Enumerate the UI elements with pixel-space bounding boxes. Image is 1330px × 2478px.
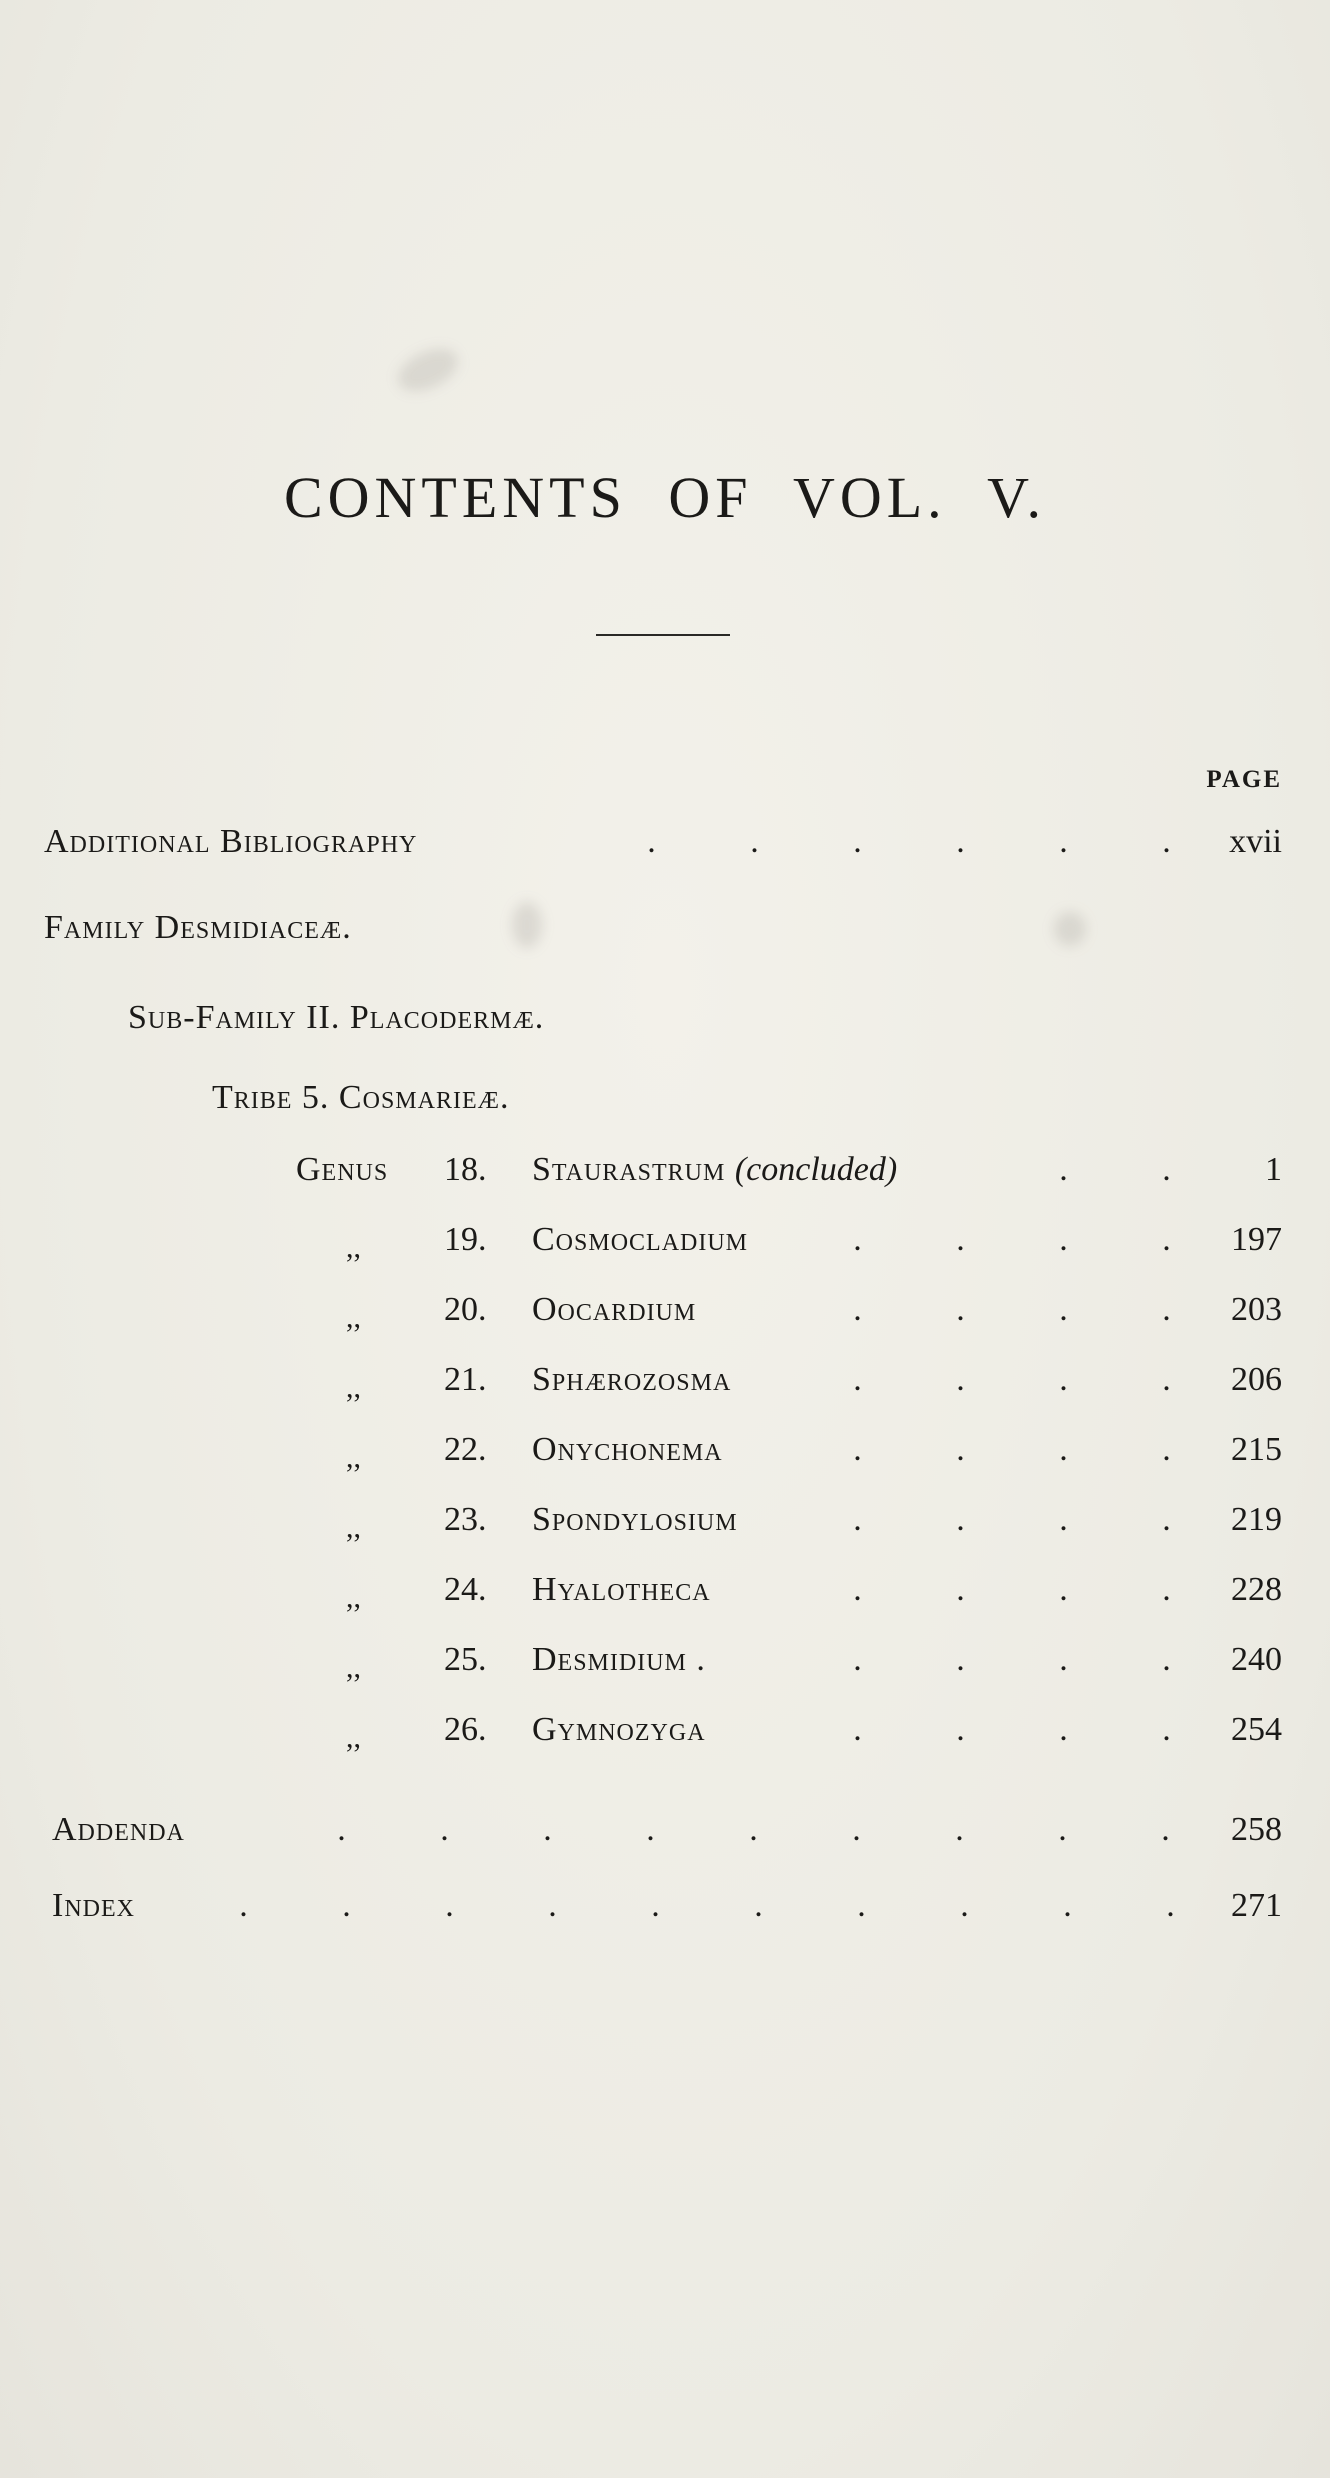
toc-entry-bibliography <box>44 820 417 864</box>
toc-entry-genus-prefix: Genus <box>296 1151 389 1188</box>
genus-number: 19. <box>444 1221 487 1258</box>
genus-number: 23. <box>444 1501 487 1538</box>
page-smudge <box>1054 912 1086 946</box>
genus-name <box>532 1148 897 1192</box>
leader-dots: . . . . <box>853 1221 1171 1258</box>
genus-number: 18. <box>444 1151 487 1188</box>
toc-page-number: 203 <box>1231 1291 1282 1328</box>
ditto-mark: ,, <box>346 1721 361 1754</box>
leader-dots: . . . . . . . . . . <box>239 1887 1175 1924</box>
genus-number: 26. <box>444 1711 487 1748</box>
toc-page-number: 258 <box>1231 1811 1282 1848</box>
genus-number: 25. <box>444 1641 487 1678</box>
leader-dots: . . . . <box>853 1571 1171 1608</box>
toc-page-number: 1 <box>1265 1151 1282 1188</box>
toc-entry-tribe <box>212 1076 509 1120</box>
leader-dots: . . . . <box>853 1361 1171 1398</box>
toc-page-number: 215 <box>1231 1431 1282 1468</box>
genus-name: Gymnozyga <box>532 1711 706 1748</box>
toc-page-number: 206 <box>1231 1361 1282 1398</box>
toc-page-number: 197 <box>1231 1221 1282 1258</box>
toc-entry-label: Sub-Family II. Placodermæ. <box>128 999 545 1036</box>
genus-name: Oocardium <box>532 1291 697 1328</box>
ditto-mark: ,, <box>346 1371 361 1404</box>
page-title: CONTENTS OF VOL. V. <box>283 464 1047 530</box>
genus-name-text: Staurastrum <box>532 1151 726 1188</box>
toc-entry-label: Family Desmidiaceæ. <box>44 909 352 946</box>
genus-name: Hyalotheca <box>532 1571 711 1608</box>
page-smudge <box>391 340 464 400</box>
genus-note: (concluded) <box>734 1151 898 1188</box>
genus-number: 20. <box>444 1291 487 1328</box>
page-smudge <box>512 902 542 948</box>
toc-page-number: 271 <box>1231 1887 1282 1924</box>
toc-page-number: xvii <box>1229 823 1282 860</box>
leader-dots: . . . . <box>853 1291 1171 1328</box>
toc-entry-label: Addenda <box>52 1811 185 1848</box>
toc-entry-addenda <box>52 1808 185 1852</box>
leader-dots: . . <box>1059 1151 1171 1188</box>
toc-entry-family <box>44 906 352 950</box>
genus-name: Onychonema <box>532 1431 723 1468</box>
leader-dots: . . . . . . . . . <box>337 1811 1170 1848</box>
toc-entry-label: Additional Bibliography <box>44 823 418 860</box>
ditto-mark: ,, <box>346 1301 361 1334</box>
toc-entry-index <box>52 1884 135 1928</box>
ditto-mark: ,, <box>346 1231 361 1264</box>
toc-page-number: 219 <box>1231 1501 1282 1538</box>
ditto-mark: ,, <box>346 1511 361 1544</box>
toc-entry-subfamily <box>128 996 544 1040</box>
page-column-header: PAGE <box>1206 766 1282 793</box>
title-rule <box>596 634 730 636</box>
genus-name: Desmidium . <box>532 1641 706 1678</box>
ditto-mark: ,, <box>346 1651 361 1684</box>
leader-dots: . . . . <box>853 1641 1171 1678</box>
toc-entry-label: Tribe 5. Cosmarieæ. <box>212 1079 510 1116</box>
leader-dots: . . . . <box>853 1501 1171 1538</box>
genus-name: Spondylosium <box>532 1501 738 1538</box>
toc-page-number: 228 <box>1231 1571 1282 1608</box>
toc-page-number: 240 <box>1231 1641 1282 1678</box>
leader-dots: . . . . <box>853 1431 1171 1468</box>
ditto-mark: ,, <box>346 1441 361 1474</box>
toc-page-number: 254 <box>1231 1711 1282 1748</box>
genus-number: 22. <box>444 1431 487 1468</box>
genus-name: Sphærozosma <box>532 1361 732 1398</box>
genus-number: 24. <box>444 1571 487 1608</box>
ditto-mark: ,, <box>346 1581 361 1614</box>
genus-name: Cosmocladium <box>532 1221 749 1258</box>
leader-dots: . . . . <box>853 1711 1171 1748</box>
toc-entry-label: Index <box>52 1887 135 1924</box>
genus-number: 21. <box>444 1361 487 1398</box>
leader-dots: . . . . . . <box>647 823 1171 860</box>
